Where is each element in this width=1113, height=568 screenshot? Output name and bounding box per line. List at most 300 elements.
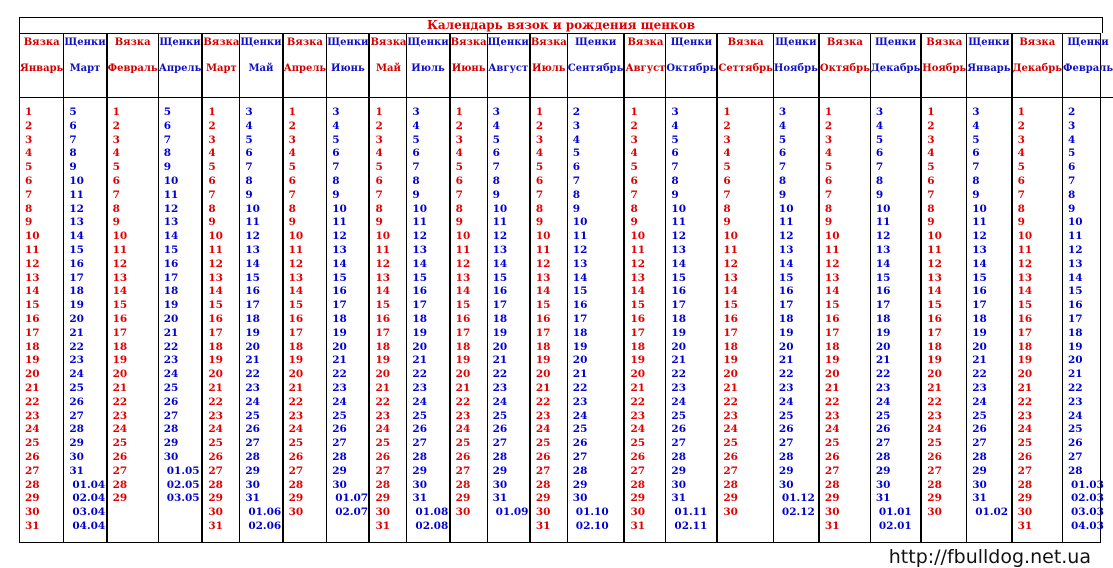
day-value: 01.04 — [72, 478, 106, 491]
day-value: 13 — [375, 271, 391, 284]
day-value: 22 — [824, 395, 840, 408]
day-value: 18 — [492, 312, 508, 325]
day-value: 5 — [671, 133, 679, 146]
mating-column — [370, 34, 407, 542]
day-value: 25 — [572, 423, 588, 436]
day-value: 17 — [535, 326, 551, 339]
day-value: 24 — [288, 423, 304, 436]
day-value: 19 — [671, 326, 687, 339]
mating-days — [625, 106, 665, 534]
mating-days — [451, 106, 487, 520]
day-value: 13 — [245, 243, 260, 256]
day-value: 26 — [412, 423, 428, 436]
day-value: 16 — [535, 312, 551, 325]
day-value: 29 — [492, 464, 508, 477]
day-value: 18 — [412, 312, 428, 325]
day-value: 26 — [69, 395, 84, 408]
day-value: 3 — [630, 133, 638, 146]
puppies-label: Щенки — [968, 37, 1010, 48]
day-value: 23 — [875, 381, 891, 394]
day-value: 27 — [69, 409, 84, 422]
day-value: 13 — [671, 243, 687, 256]
mating-column — [108, 34, 159, 542]
day-value: 01.10 — [575, 506, 609, 519]
day-value: 30 — [671, 478, 687, 491]
day-value: 4 — [112, 147, 120, 160]
day-value: 01.02 — [975, 506, 1009, 519]
day-value: 25 — [535, 437, 551, 450]
day-value: 20 — [332, 340, 347, 353]
day-value: 26 — [163, 395, 179, 408]
day-value: 14 — [630, 285, 646, 298]
day-value: 22 — [208, 395, 223, 408]
day-value: 17 — [927, 326, 942, 339]
day-value: 11 — [25, 243, 40, 256]
day-value: 25 — [875, 409, 891, 422]
puppies-column — [871, 34, 920, 542]
day-value: 13 — [535, 271, 551, 284]
day-value: 29 — [332, 464, 347, 477]
day-value: 11 — [875, 216, 891, 229]
day-value: 29 — [163, 437, 179, 450]
day-value: 01.07 — [335, 492, 369, 505]
day-value: 24 — [245, 395, 260, 408]
day-value: 12 — [208, 257, 223, 270]
day-value: 11 — [630, 243, 646, 256]
day-value: 2 — [1068, 106, 1076, 118]
mating-month: Ноябрь — [922, 63, 967, 74]
month-group — [922, 34, 1012, 542]
day-value: 20 — [245, 340, 260, 353]
day-value: 9 — [288, 216, 296, 229]
day-value: 13 — [1068, 257, 1083, 270]
day-value: 28 — [25, 478, 40, 491]
mating-month: Июнь — [451, 63, 486, 74]
puppies-header — [568, 34, 624, 98]
mating-month: Сеттябрь — [718, 63, 773, 74]
day-value: 28 — [972, 450, 987, 463]
day-value: 20 — [163, 312, 179, 325]
day-value: 22 — [630, 395, 646, 408]
day-value: 12 — [412, 230, 428, 243]
day-value: 4 — [1068, 133, 1076, 146]
day-value: 11 — [69, 188, 84, 201]
day-value: 7 — [412, 161, 420, 174]
day-value: 16 — [630, 312, 646, 325]
mating-label: Вязка — [1019, 37, 1056, 48]
day-value: 24 — [455, 423, 471, 436]
day-value: 21 — [112, 381, 128, 394]
day-value: 23 — [492, 381, 508, 394]
day-value: 17 — [778, 299, 794, 312]
day-value: 19 — [163, 299, 179, 312]
day-value: 6 — [535, 174, 544, 187]
day-value: 02.05 — [166, 478, 200, 491]
day-value: 25 — [163, 381, 179, 394]
mating-header — [284, 34, 327, 98]
day-value: 18 — [927, 340, 942, 353]
puppies-header — [159, 34, 202, 98]
day-value: 12 — [723, 257, 738, 270]
puppies-label: Щенки — [775, 37, 817, 48]
day-value: 8 — [778, 174, 787, 187]
day-value: 29 — [375, 492, 391, 505]
day-value: 29 — [112, 492, 128, 505]
day-value: 2 — [25, 119, 33, 132]
puppies-label: Щенки — [575, 37, 617, 48]
day-value: 14 — [288, 285, 304, 298]
day-value: 25 — [630, 437, 646, 450]
day-value: 18 — [1068, 326, 1083, 339]
puppies-header — [1063, 34, 1113, 98]
day-value: 9 — [1017, 216, 1025, 229]
mating-label: Вязка — [826, 37, 863, 48]
puppies-header — [407, 34, 448, 98]
day-value: 27 — [288, 464, 304, 477]
day-value: 30 — [245, 478, 260, 491]
day-value: 12 — [163, 202, 179, 215]
day-value: 27 — [972, 437, 987, 450]
mating-header — [718, 34, 773, 98]
day-value: 13 — [572, 257, 588, 270]
day-value: 25 — [112, 437, 128, 450]
day-value: 25 — [492, 409, 508, 422]
puppies-month: Май — [248, 63, 274, 74]
day-value: 19 — [1017, 354, 1033, 367]
day-value: 17 — [630, 326, 646, 339]
day-value: 24 — [535, 423, 551, 436]
puppy-days — [64, 106, 105, 534]
puppy-days — [240, 106, 281, 534]
puppies-column — [568, 34, 624, 542]
day-value: 03.05 — [166, 492, 200, 505]
puppies-header — [327, 34, 368, 98]
day-value: 12 — [824, 257, 840, 270]
day-value: 20 — [723, 368, 738, 381]
mating-month: Июль — [532, 63, 566, 74]
day-value: 16 — [875, 285, 891, 298]
day-value: 28 — [875, 450, 891, 463]
day-value: 6 — [455, 174, 463, 187]
day-value: 27 — [535, 464, 551, 477]
day-value: 5 — [288, 161, 296, 174]
puppies-month: Март — [69, 63, 101, 74]
day-value: 23 — [671, 381, 687, 394]
day-value: 7 — [723, 188, 731, 201]
day-value: 18 — [112, 340, 128, 353]
day-value: 30 — [412, 478, 428, 491]
day-value: 3 — [112, 133, 120, 146]
month-group — [20, 34, 108, 542]
day-value: 4 — [572, 133, 581, 146]
mating-days — [820, 106, 870, 534]
day-value: 02.10 — [575, 519, 609, 532]
day-value: 18 — [245, 312, 260, 325]
day-value: 12 — [671, 230, 687, 243]
day-value: 25 — [824, 437, 840, 450]
day-value: 4 — [375, 147, 383, 160]
day-value: 24 — [163, 368, 179, 381]
day-value: 21 — [824, 381, 840, 394]
day-value: 16 — [25, 312, 40, 325]
day-value: 1 — [535, 106, 544, 118]
day-value: 10 — [927, 230, 942, 243]
puppies-month: Август — [488, 63, 529, 74]
day-value: 17 — [1068, 312, 1083, 325]
mating-column — [284, 34, 328, 542]
day-value: 6 — [572, 161, 581, 174]
day-value: 9 — [112, 216, 120, 229]
day-value: 1 — [630, 106, 638, 118]
day-value: 21 — [69, 326, 84, 339]
day-value: 18 — [163, 285, 179, 298]
day-value: 11 — [163, 188, 179, 201]
day-value: 5 — [375, 161, 383, 174]
day-value: 19 — [875, 326, 891, 339]
day-value: 28 — [630, 478, 646, 491]
puppy-days — [1063, 106, 1113, 534]
puppies-column — [1063, 34, 1113, 542]
day-value: 26 — [723, 450, 738, 463]
day-value: 5 — [455, 161, 463, 174]
day-value: 01.01 — [878, 506, 912, 519]
day-value: 6 — [1068, 161, 1076, 174]
day-value: 01.05 — [166, 464, 200, 477]
day-value: 17 — [824, 326, 840, 339]
puppies-label: Щенки — [487, 37, 529, 48]
day-value: 3 — [572, 119, 581, 132]
day-value: 27 — [492, 437, 508, 450]
month-group — [284, 34, 371, 542]
day-value: 8 — [288, 202, 296, 215]
day-value: 12 — [69, 202, 84, 215]
day-value: 29 — [572, 478, 588, 491]
day-value: 19 — [778, 326, 794, 339]
day-value: 8 — [630, 202, 638, 215]
puppies-header — [240, 34, 281, 98]
day-value: 11 — [455, 243, 471, 256]
day-value: 26 — [630, 450, 646, 463]
day-value: 8 — [492, 174, 500, 187]
day-value: 29 — [824, 492, 840, 505]
day-value: 8 — [1068, 188, 1076, 201]
month-group — [820, 34, 922, 542]
day-value: 10 — [492, 202, 508, 215]
day-value: 22 — [332, 368, 347, 381]
mating-days — [203, 106, 239, 534]
month-group — [718, 34, 820, 542]
day-value: 19 — [245, 326, 260, 339]
day-value: 9 — [455, 216, 463, 229]
day-value: 4 — [927, 147, 935, 160]
day-value: 19 — [208, 354, 223, 367]
day-value: 21 — [208, 381, 223, 394]
day-value: 17 — [572, 312, 588, 325]
day-value: 24 — [927, 423, 942, 436]
mating-label: Вязка — [286, 37, 323, 48]
day-value: 21 — [723, 381, 738, 394]
day-value: 22 — [163, 340, 179, 353]
day-value: 3 — [455, 133, 463, 146]
day-value: 4 — [332, 119, 340, 132]
day-value: 10 — [208, 230, 223, 243]
day-value: 3 — [375, 133, 383, 146]
day-value: 30 — [288, 506, 304, 519]
day-value: 11 — [972, 216, 987, 229]
mating-month: Январь — [20, 63, 64, 74]
day-value: 25 — [288, 437, 304, 450]
day-value: 6 — [630, 174, 638, 187]
day-value: 16 — [69, 257, 84, 270]
day-value: 12 — [492, 230, 508, 243]
day-value: 28 — [927, 478, 942, 491]
day-value: 24 — [25, 423, 40, 436]
puppies-header — [967, 34, 1010, 98]
day-value: 2 — [455, 119, 463, 132]
day-value: 5 — [535, 161, 544, 174]
day-value: 29 — [208, 492, 223, 505]
day-value: 13 — [630, 271, 646, 284]
day-value: 22 — [288, 395, 304, 408]
day-value: 26 — [1068, 437, 1083, 450]
day-value: 29 — [723, 492, 738, 505]
day-value: 30 — [163, 450, 179, 463]
day-value: 17 — [671, 299, 687, 312]
day-value: 15 — [723, 299, 738, 312]
day-value: 22 — [778, 368, 794, 381]
day-value: 2 — [112, 119, 120, 132]
day-value: 21 — [245, 354, 260, 367]
day-value: 8 — [535, 202, 544, 215]
day-value: 8 — [163, 147, 172, 160]
day-value: 16 — [572, 299, 588, 312]
day-value: 20 — [1068, 354, 1083, 367]
day-value: 15 — [455, 299, 471, 312]
day-value: 23 — [412, 381, 428, 394]
day-value: 30 — [1017, 506, 1033, 519]
day-value: 27 — [332, 437, 347, 450]
day-value: 9 — [671, 188, 679, 201]
day-value: 23 — [163, 354, 179, 367]
day-value: 29 — [972, 464, 987, 477]
puppies-label: Щенки — [64, 37, 106, 48]
day-value: 5 — [630, 161, 638, 174]
day-value: 18 — [671, 312, 687, 325]
day-value: 3 — [288, 133, 296, 146]
day-value: 25 — [778, 409, 794, 422]
day-value: 21 — [972, 354, 987, 367]
day-value: 18 — [630, 340, 646, 353]
day-value: 22 — [455, 395, 471, 408]
day-value: 22 — [112, 395, 128, 408]
day-value: 7 — [208, 188, 216, 201]
day-value: 3 — [332, 106, 340, 118]
day-value: 26 — [824, 450, 840, 463]
day-value: 21 — [1017, 381, 1033, 394]
day-value: 18 — [455, 340, 471, 353]
calendar-title: Календарь вязок и рождения щенков — [19, 17, 1103, 33]
puppies-header — [774, 34, 818, 98]
day-value: 17 — [112, 326, 128, 339]
day-value: 20 — [671, 340, 687, 353]
mating-header — [108, 34, 158, 98]
day-value: 6 — [112, 174, 120, 187]
day-value: 11 — [572, 230, 588, 243]
day-value: 13 — [25, 271, 40, 284]
day-value: 15 — [69, 243, 84, 256]
day-value: 6 — [163, 119, 172, 132]
day-value: 25 — [972, 409, 987, 422]
mating-label: Вязка — [450, 37, 487, 48]
day-value: 28 — [455, 478, 471, 491]
day-value: 2 — [723, 119, 731, 132]
day-value: 26 — [1017, 450, 1033, 463]
day-value: 29 — [25, 492, 40, 505]
day-value: 18 — [875, 312, 891, 325]
day-value: 6 — [778, 147, 787, 160]
day-value: 18 — [332, 312, 347, 325]
puppies-label: Щенки — [407, 37, 449, 48]
day-value: 28 — [112, 478, 128, 491]
day-value: 30 — [572, 492, 588, 505]
day-value: 20 — [824, 368, 840, 381]
mating-month: Октябрь — [819, 63, 870, 74]
day-value: 15 — [671, 271, 687, 284]
day-value: 12 — [535, 257, 551, 270]
day-value: 30 — [824, 506, 840, 519]
day-value: 14 — [332, 257, 347, 270]
day-value: 31 — [208, 519, 223, 532]
day-value: 23 — [112, 409, 128, 422]
day-value: 6 — [824, 174, 833, 187]
month-group — [203, 34, 283, 542]
day-value: 28 — [1017, 478, 1033, 491]
day-value: 12 — [927, 257, 942, 270]
puppies-column — [967, 34, 1010, 542]
day-value: 28 — [778, 450, 794, 463]
day-value: 25 — [412, 409, 428, 422]
day-value: 17 — [875, 299, 891, 312]
day-value: 6 — [332, 147, 340, 160]
mating-label: Вязка — [370, 37, 407, 48]
day-value: 20 — [288, 368, 304, 381]
day-value: 6 — [208, 174, 216, 187]
day-value: 9 — [332, 188, 340, 201]
day-value: 15 — [112, 299, 128, 312]
day-value: 15 — [630, 299, 646, 312]
mating-column — [20, 34, 64, 542]
day-value: 4 — [208, 147, 216, 160]
puppies-month: Июль — [411, 63, 445, 74]
day-value: 27 — [671, 437, 687, 450]
day-value: 20 — [927, 368, 942, 381]
day-value: 5 — [723, 161, 731, 174]
day-value: 22 — [375, 395, 391, 408]
day-value: 23 — [778, 381, 794, 394]
day-value: 11 — [208, 243, 223, 256]
day-value: 14 — [25, 285, 40, 298]
day-value: 16 — [412, 285, 428, 298]
day-value: 11 — [824, 243, 840, 256]
month-group — [1013, 34, 1113, 542]
day-value: 9 — [1068, 202, 1076, 215]
mating-days — [108, 106, 158, 506]
day-value: 1 — [25, 106, 33, 118]
day-value: 14 — [671, 257, 687, 270]
day-value: 10 — [535, 230, 551, 243]
mating-month: Август — [625, 63, 666, 74]
day-value: 18 — [69, 285, 84, 298]
